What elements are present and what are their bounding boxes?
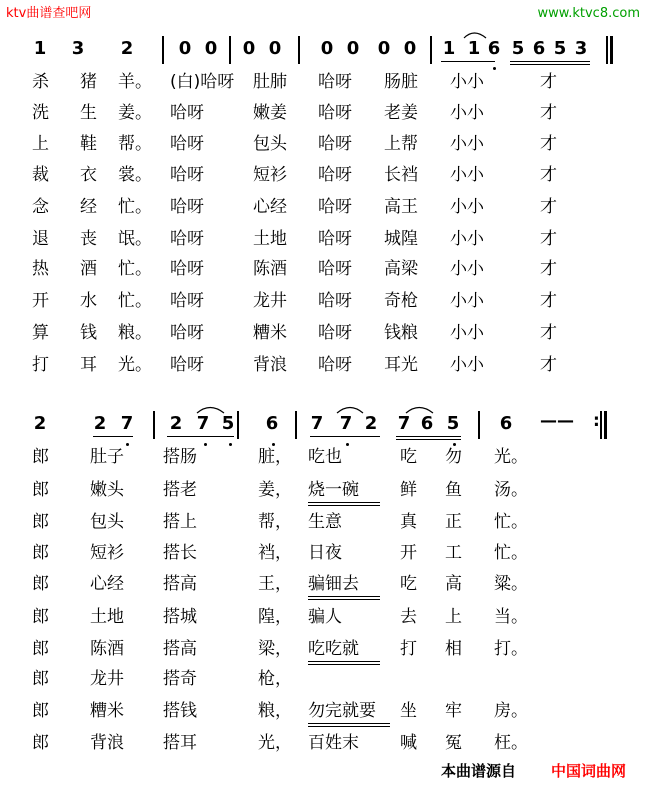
note: 0 xyxy=(346,38,360,59)
lyric: 搭耳 xyxy=(163,733,197,753)
lyric: 哈呀 xyxy=(318,134,352,154)
lyric: (白)哈呀 xyxy=(170,72,235,92)
lyric: 汤。 xyxy=(494,480,528,500)
note: 2 xyxy=(33,413,47,434)
lyric: 郎 xyxy=(32,574,49,594)
lyric: 鱼 xyxy=(445,480,462,500)
lyric: 枉。 xyxy=(494,733,528,753)
slur-arc xyxy=(337,408,363,414)
lyric: 哈呀 xyxy=(170,259,204,279)
lyric: 衣 xyxy=(80,165,97,185)
lyric: 才 xyxy=(540,355,557,375)
note: 6 xyxy=(499,413,513,434)
note: 6 xyxy=(265,413,279,434)
lyric: 心经 xyxy=(90,574,124,594)
lyric: 粱。 xyxy=(494,574,528,594)
lyric: 肚肺 xyxy=(253,72,287,92)
lyric: 小小 xyxy=(450,103,484,123)
note: 0 xyxy=(268,38,282,59)
lyric: 小小 xyxy=(450,134,484,154)
lyric: 忙。 xyxy=(494,512,528,532)
note: 2 xyxy=(93,413,107,434)
lyric: 帮， xyxy=(258,512,292,532)
lyric: 吃 xyxy=(400,574,417,594)
lyric: 郎 xyxy=(32,607,49,627)
note: 5 xyxy=(221,413,235,434)
note: 6 xyxy=(487,38,501,59)
slur-arc xyxy=(406,408,433,414)
lyric: 真 xyxy=(400,512,417,532)
lyric: 小小 xyxy=(450,259,484,279)
note: 3 xyxy=(71,38,85,59)
lyric: 上 xyxy=(32,134,49,154)
lyric: 光， xyxy=(258,733,292,753)
lyric: 嫩姜 xyxy=(253,103,287,123)
note: 2 xyxy=(364,413,378,434)
lyric: 郎 xyxy=(32,480,49,500)
lyric: 牢 xyxy=(445,701,462,721)
lyric: 吃也 xyxy=(308,447,342,467)
lyric: 开 xyxy=(32,291,49,311)
lyric: 郎 xyxy=(32,669,49,689)
lyric: 小小 xyxy=(450,165,484,185)
lyric: 哈呀 xyxy=(318,229,352,249)
lyric: 忙。 xyxy=(118,197,152,217)
lyric: 裆， xyxy=(258,543,292,563)
lyric: 耳光 xyxy=(384,355,418,375)
lyric: 才 xyxy=(540,291,557,311)
repeat-sign: : xyxy=(593,411,600,431)
lyric: 房。 xyxy=(494,701,528,721)
lyric: 开 xyxy=(400,543,417,563)
lyric: 龙井 xyxy=(253,291,287,311)
lyric: 耳 xyxy=(80,355,97,375)
lyric: 搭高 xyxy=(163,639,197,659)
lyric: 氓。 xyxy=(118,229,152,249)
lyric: 搭奇 xyxy=(163,669,197,689)
lyric: 才 xyxy=(540,165,557,185)
lyric: 工 xyxy=(445,543,462,563)
note: 2 xyxy=(169,413,183,434)
lyric: 哈呀 xyxy=(318,103,352,123)
lyric: 搭高 xyxy=(163,574,197,594)
lyric: 丧 xyxy=(80,229,97,249)
note: 1 xyxy=(467,38,481,59)
note: 1 xyxy=(442,38,456,59)
lyric: 念 xyxy=(32,197,49,217)
lyric: 当。 xyxy=(494,607,528,627)
lyric: 小小 xyxy=(450,323,484,343)
lyric: 吃吃就 xyxy=(308,639,359,659)
note: 5 xyxy=(511,38,525,59)
lyric: 哈呀 xyxy=(318,259,352,279)
lyric: 短衫 xyxy=(90,543,124,563)
lyric: 搭老 xyxy=(163,480,197,500)
lyric: 粮， xyxy=(258,701,292,721)
footer-site-label: 中国词曲网 xyxy=(551,762,627,780)
lyric: 龙井 xyxy=(90,669,124,689)
watermark-right: www.ktvc8.com xyxy=(537,6,640,21)
lyric: 搭长 xyxy=(163,543,197,563)
note: 6 xyxy=(420,413,434,434)
lyric: 高王 xyxy=(384,197,418,217)
lyric: 长裆 xyxy=(384,165,418,185)
lyric: 裳。 xyxy=(118,165,152,185)
note: 7 xyxy=(120,413,134,434)
lyric: 土地 xyxy=(90,607,124,627)
lyric: 热 xyxy=(32,259,49,279)
lyric: 忙。 xyxy=(118,291,152,311)
lyric: 生 xyxy=(80,103,97,123)
lyric: 上帮 xyxy=(384,134,418,154)
lyric: 才 xyxy=(540,103,557,123)
lyric: 钱 xyxy=(80,323,97,343)
lyric: 背浪 xyxy=(253,355,287,375)
lyric: 高梁 xyxy=(384,259,418,279)
lyric: 鲜 xyxy=(400,480,417,500)
lyric: 哈呀 xyxy=(170,103,204,123)
lyric: 郎 xyxy=(32,733,49,753)
note: 0 xyxy=(320,38,334,59)
lyric: 羊。 xyxy=(118,72,152,92)
lyric: 算 xyxy=(32,323,49,343)
lyric: 勿完就要 xyxy=(308,701,376,721)
lyric: 裁 xyxy=(32,165,49,185)
lyric: 土地 xyxy=(253,229,287,249)
dash-sustain: —— xyxy=(540,411,574,431)
note: 0 xyxy=(403,38,417,59)
lyric: 肚子 xyxy=(90,447,124,467)
lyric: 陈酒 xyxy=(90,639,124,659)
lyric: 才 xyxy=(540,72,557,92)
lyric: 水 xyxy=(80,291,97,311)
lyric: 嫩头 xyxy=(90,480,124,500)
lyric: 小小 xyxy=(450,355,484,375)
slur-arc xyxy=(464,33,486,38)
lyric: 勿 xyxy=(445,447,462,467)
lyric: 陈酒 xyxy=(253,259,287,279)
lyric: 忙。 xyxy=(118,259,152,279)
lyric: 才 xyxy=(540,134,557,154)
lyric: 吃 xyxy=(400,447,417,467)
lyric: 小小 xyxy=(450,197,484,217)
lyric: 哈呀 xyxy=(170,355,204,375)
lyric: 短衫 xyxy=(253,165,287,185)
lyric: 搭上 xyxy=(163,512,197,532)
lyric: 打 xyxy=(400,639,417,659)
lyric: 小小 xyxy=(450,291,484,311)
lyric: 酒 xyxy=(80,259,97,279)
lyric: 去 xyxy=(400,607,417,627)
lyric: 百姓末 xyxy=(308,733,359,753)
note: 7 xyxy=(310,413,324,434)
lyric: 姜。 xyxy=(118,103,152,123)
lyric: 糟米 xyxy=(90,701,124,721)
lyric: 老姜 xyxy=(384,103,418,123)
lyric: 上 xyxy=(445,607,462,627)
note: 0 xyxy=(377,38,391,59)
lyric: 搭钱 xyxy=(163,701,197,721)
lyric: 奇枪 xyxy=(384,291,418,311)
lyric: 糟米 xyxy=(253,323,287,343)
lyric: 脏， xyxy=(258,447,292,467)
lyric: 心经 xyxy=(253,197,287,217)
lyric: 哈呀 xyxy=(318,323,352,343)
lyric: 哈呀 xyxy=(318,165,352,185)
lyric: 粮。 xyxy=(118,323,152,343)
note: 7 xyxy=(339,413,353,434)
lyric: 梁， xyxy=(258,639,292,659)
lyric: 日夜 xyxy=(308,543,342,563)
lyric: 哈呀 xyxy=(318,355,352,375)
lyric: 隍， xyxy=(258,607,292,627)
note: 0 xyxy=(204,38,218,59)
lyric: 生意 xyxy=(308,512,342,532)
note: 0 xyxy=(242,38,256,59)
note: 5 xyxy=(446,413,460,434)
lyric: 搭城 xyxy=(163,607,197,627)
watermark-left: ktv曲谱查吧网 xyxy=(6,6,92,21)
lyric: 哈呀 xyxy=(318,197,352,217)
lyric: 骗钿去 xyxy=(308,574,359,594)
lyric: 忙。 xyxy=(494,543,528,563)
lyric: 烧一碗 xyxy=(308,480,359,500)
note: 1 xyxy=(33,38,47,59)
lyric: 光。 xyxy=(494,447,528,467)
lyric: 高 xyxy=(445,574,462,594)
lyric: 坐 xyxy=(400,701,417,721)
lyric: 哈呀 xyxy=(170,229,204,249)
lyric: 城隍 xyxy=(384,229,418,249)
lyric: 经 xyxy=(80,197,97,217)
lyric: 打 xyxy=(32,355,49,375)
note: 7 xyxy=(196,413,210,434)
lyric: 搭肠 xyxy=(163,447,197,467)
lyric: 正 xyxy=(445,512,462,532)
lyric: 郎 xyxy=(32,447,49,467)
lyric: 才 xyxy=(540,229,557,249)
lyric: 光。 xyxy=(118,355,152,375)
lyric: 肠脏 xyxy=(384,72,418,92)
lyric: 哈呀 xyxy=(318,72,352,92)
lyric: 哈呀 xyxy=(170,197,204,217)
lyric: 郎 xyxy=(32,639,49,659)
lyric: 小小 xyxy=(450,229,484,249)
lyric: 退 xyxy=(32,229,49,249)
footer-source-label: 本曲谱源自 xyxy=(441,762,517,780)
note: 7 xyxy=(397,413,411,434)
lyric: 包头 xyxy=(253,134,287,154)
lyric: 包头 xyxy=(90,512,124,532)
lyric: 哈呀 xyxy=(170,165,204,185)
note: 6 xyxy=(532,38,546,59)
lyric: 才 xyxy=(540,323,557,343)
lyric: 小小 xyxy=(450,72,484,92)
lyric: 打。 xyxy=(494,639,528,659)
note: 0 xyxy=(178,38,192,59)
lyric: 哈呀 xyxy=(170,291,204,311)
lyric: 王， xyxy=(258,574,292,594)
lyric: 才 xyxy=(540,259,557,279)
lyric: 骗人 xyxy=(308,607,342,627)
lyric: 郎 xyxy=(32,543,49,563)
lyric: 杀 xyxy=(32,72,49,92)
lyric: 枪， xyxy=(258,669,292,689)
lyric: 冤 xyxy=(445,733,462,753)
lyric: 郎 xyxy=(32,512,49,532)
lyric: 哈呀 xyxy=(170,323,204,343)
slur-arc xyxy=(197,408,224,414)
lyric: 猪 xyxy=(80,72,97,92)
lyric: 钱粮 xyxy=(384,323,418,343)
lyric: 背浪 xyxy=(90,733,124,753)
lyric: 郎 xyxy=(32,701,49,721)
lyric: 才 xyxy=(540,197,557,217)
note: 5 xyxy=(553,38,567,59)
lyric: 喊 xyxy=(400,733,417,753)
lyric: 相 xyxy=(445,639,462,659)
lyric: 哈呀 xyxy=(318,291,352,311)
lyric: 哈呀 xyxy=(170,134,204,154)
note: 3 xyxy=(574,38,588,59)
lyric: 姜， xyxy=(258,480,292,500)
note: 2 xyxy=(120,38,134,59)
lyric: 帮。 xyxy=(118,134,152,154)
lyric: 鞋 xyxy=(80,134,97,154)
lyric: 洗 xyxy=(32,103,49,123)
